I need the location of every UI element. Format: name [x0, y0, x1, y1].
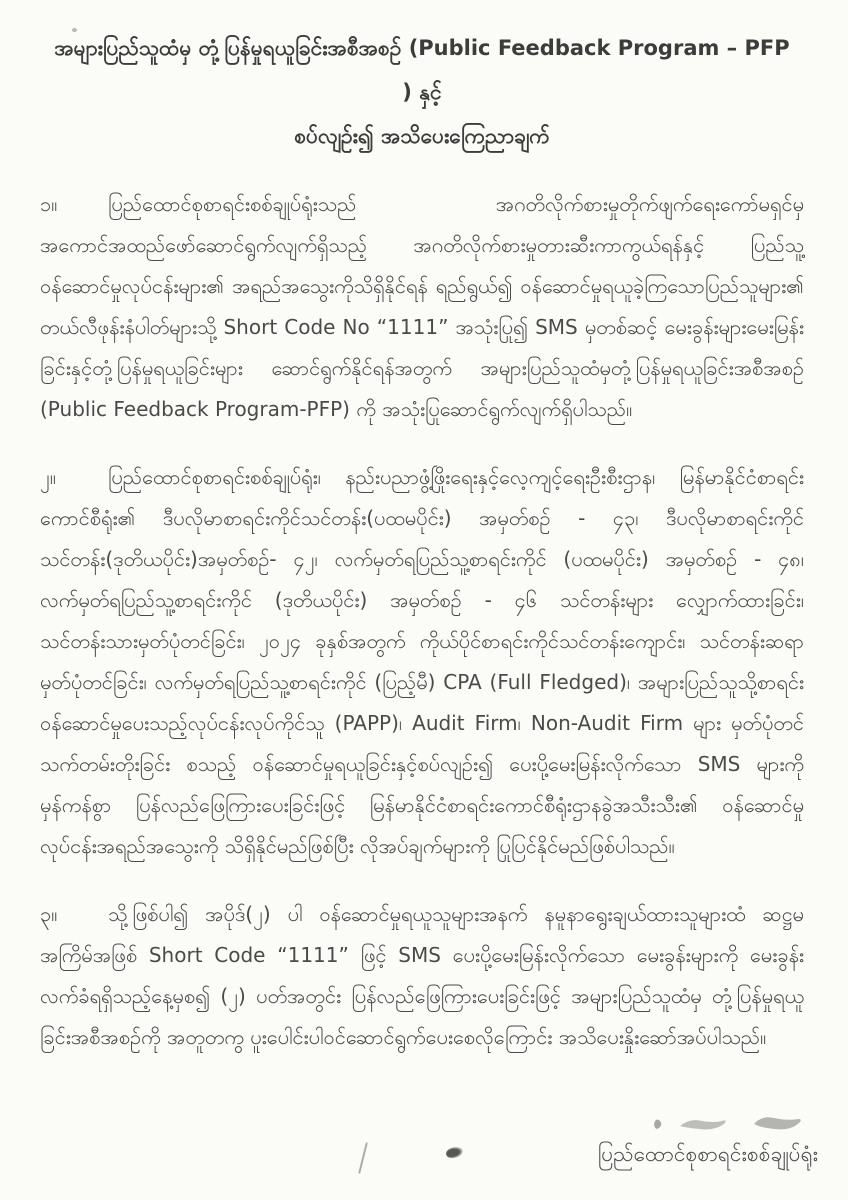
ink-smudge-stroke [358, 1142, 368, 1174]
paragraph-3-number: ၃။ [40, 902, 58, 926]
document-title [50, 26, 794, 158]
ink-smudge-blob [445, 1145, 464, 1159]
paragraph-2 [40, 457, 804, 867]
title-line-2: စပ်လျဉ်း၍ အသိပေးကြေညာချက် [294, 124, 550, 148]
paragraph-2-text: ပြည်ထောင်စုစာရင်းစစ်ချုပ်ရုံး၊ နည်းပညာဖွံ့ဖြိုးရေးနှင့်လေ့ကျင့်ရေးဦးစီးဌာန၊ မြန်မာနိုင်ငံစာရင်းကောင်စီရုံး၏ ဒီပလိုမာစာရင်းကိုင်သင်တန်း(ပထမပိုင်း) အမှတ်စဉ် - ၄၃၊ ဒီပလိုမာစာရင်းကိုင်သင်တန်း(ဒုတိယပိုင်း)အမှတ်စဉ်- ၄၂၊ လက်မှတ်ရပြည်သူ့စာရင်းကိုင် (ပထမပိုင်း) အမှတ်စဉ် - ၄၈၊ လက်မှတ်ရပြည်သူ့စာရင်းကိုင် (ဒုတိယပိုင်း) အမှတ်စဉ် - ၄၆ သင်တန်းများ လျှောက်ထားခြင်း၊ သင်တန်းသားမှတ်ပုံတင်ခြင်း၊ ၂၀၂၄ ခုနှစ်အတွက် ကိုယ်ပိုင်စာရင်းကိုင်သင်တန်းကျောင်း၊ သင်တန်းဆရာမှတ်ပုံတင်ခြင်း၊ လက်မှတ်ရပြည်သူ့စာရင်းကိုင် (ပြည့်မီ) CPA (Full Fledged)၊ အများပြည်သူသို့စာရင်းဝန်ဆောင်မှုပေးသည့်လုပ်ငန်းလုပ်ကိုင်သူ (PAPP)၊ Audit Firm၊ Non-Audit Firm များ မှတ်ပုံတင် သက်တမ်းတိုးခြင်း စသည့် ဝန်ဆောင်မှုရယူခြင်းနှင့်စပ်လျဉ်း၍ ပေးပို့မေးမြန်းလိုက်သော SMS များကို မှန်ကန်စွာ ပြန်လည်ဖြေကြားပေးခြင်းဖြင့် မြန်မာနိုင်ငံစာရင်းကောင်စီရုံးဌာနခွဲအသီးသီး၏ ဝန်ဆောင်မှုလုပ်ငန်းအရည်အသွေးကို သိရှိနိုင်မည်ဖြစ်ပြီး လိုအပ်ချက်များကို ပြုပြင်နိုင်မည်ဖြစ်ပါသည်။ [40, 465, 804, 858]
document-body [40, 184, 804, 1058]
ink-smudge-above-signature [650, 1112, 810, 1136]
paragraph-1-text: ပြည်ထောင်စုစာရင်းစစ်ချုပ်ရုံးသည် အဂတိလိုက်စားမှုတိုက်ဖျက်ရေးကော်မရှင်မှ အကောင်အထည်ဖော်ဆောင်ရွက်လျက်ရှိသည့် အဂတိလိုက်စားမှုတားဆီးကာကွယ်ရန်နှင့် ပြည်သူ့ဝန်ဆောင်မှုလုပ်ငန်းများ၏ အရည်အသွေးကိုသိရှိနိုင်ရန် ရည်ရွယ်၍ ဝန်ဆောင်မှုရယူခဲ့ကြသောပြည်သူများ၏ တယ်လီဖုန်းနံပါတ်များသို့ Short Code No “1111” အသုံးပြု၍ SMS မှတစ်ဆင့် မေးခွန်းများမေးမြန်းခြင်းနှင့်တုံ့ပြန်မှုရယူခြင်းများ ဆောင်ရွက်နိုင်ရန်အတွက် အများပြည်သူထံမှတုံ့ပြန်မှုရယူခြင်းအစီအစဉ် (Public Feedback Program-PFP) ကို အသုံးပြုဆောင်ရွက်လျက်ရှိပါသည်။ [40, 192, 804, 421]
paragraph-1 [40, 184, 804, 430]
title-line-1: အများပြည်သူထံမှ တုံ့ပြန်မှုရယူခြင်းအစီအစဉ် (Public Feedback Program – PFP ) နှင့် [54, 36, 790, 104]
paragraph-3-text: သို့ဖြစ်ပါ၍ အပိုဒ်(၂) ပါ ဝန်ဆောင်မှုရယူသူများအနက် နမူနာရွေးချယ်ထားသူများထံ ဆဋ္ဌမအကြိမ်အဖြစ် Short Code “1111” ဖြင့် SMS ပေးပို့မေးမြန်းလိုက်သော မေးခွန်းများကို မေးခွန်းလက်ခံရရှိသည့်နေ့မှစ၍ (၂) ပတ်အတွင်း ပြန်လည်ဖြေကြားပေးခြင်းဖြင့် အများပြည်သူထံမှ တုံ့ပြန်မှုရယူခြင်းအစီအစဉ်ကို အတူတကွ ပူးပေါင်းပါဝင်ဆောင်ရွက်ပေးစေလိုကြောင်း အသိပေးနှိုးဆော်အပ်ပါသည်။ [40, 902, 804, 1049]
signature-office-name: ပြည်ထောင်စုစာရင်းစစ်ချုပ်ရုံး [597, 1142, 818, 1166]
paragraph-2-number: ၂။ [40, 465, 56, 489]
paragraph-1-number: ၁။ [40, 192, 58, 216]
paragraph-3 [40, 894, 804, 1058]
